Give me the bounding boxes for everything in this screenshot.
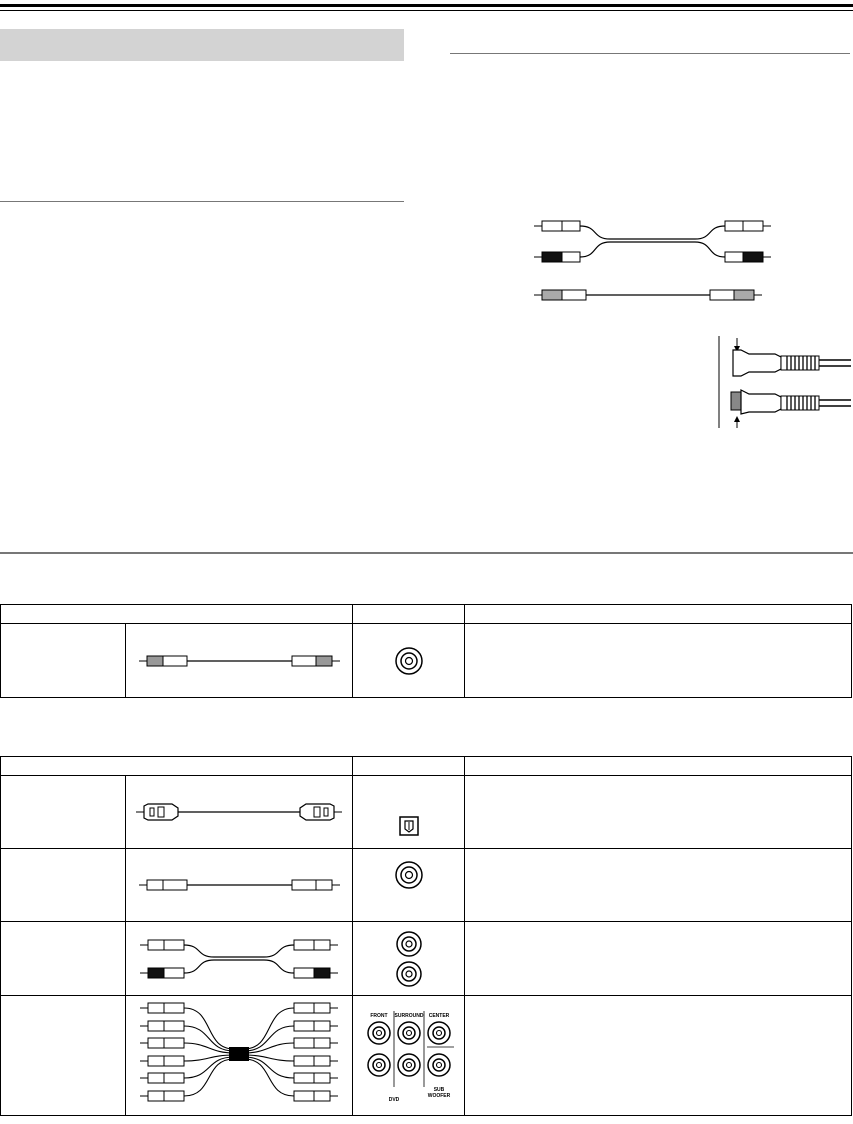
description-cell [465, 624, 852, 698]
jack-label-sub: SUB [433, 1086, 444, 1093]
multichannel-jacks-icon [359, 1003, 459, 1109]
cable-image-cell [126, 624, 353, 698]
table-row [1, 776, 852, 849]
header-cell-jack [353, 605, 465, 624]
optical-jack-icon [394, 787, 424, 837]
header-cell-description [465, 605, 852, 624]
description-cell [465, 849, 852, 922]
analog-connection-table [0, 604, 852, 698]
section-divider-rule [0, 552, 853, 554]
stereo-rca-jacks-icon [394, 929, 424, 989]
cable-image-cell [126, 776, 353, 849]
jack-image-cell [353, 996, 465, 1116]
left-subsection-rule [0, 201, 404, 202]
table-header-row [1, 757, 852, 776]
cable-name-cell [1, 996, 126, 1116]
plug-insertion-illustration [715, 334, 853, 430]
coaxial-cable-white-plugs-icon [137, 878, 342, 892]
jack-image-cell [353, 849, 465, 922]
jack-label-surround: SURROUND [394, 1012, 423, 1019]
description-cell [465, 776, 852, 849]
header-cell-cable [1, 605, 353, 624]
cable-name-cell [1, 849, 126, 922]
table-header-row [1, 605, 852, 624]
jack-label-dvd: DVD [388, 1096, 399, 1103]
table-row [1, 996, 852, 1116]
header-cell-description [465, 757, 852, 776]
cable-image-cell [126, 849, 353, 922]
table-row [1, 624, 852, 698]
coaxial-jack-icon [394, 860, 424, 910]
optical-cable-icon [134, 798, 344, 826]
section-heading-bar [0, 29, 404, 61]
table-row [1, 849, 852, 922]
header-cell-cable [1, 757, 353, 776]
jack-image-cell [353, 624, 465, 698]
coaxial-cable-gray-plugs-icon [137, 654, 342, 668]
top-rule-thick [0, 4, 853, 7]
jack-label-center: CENTER [428, 1012, 449, 1019]
cable-name-cell [1, 922, 126, 996]
cable-image-cell [126, 922, 353, 996]
jack-image-cell [353, 922, 465, 996]
digital-connection-table [0, 756, 852, 1116]
jack-label-woofer: WOOFER [427, 1092, 450, 1099]
multichannel-rca-cable-icon [134, 1000, 344, 1112]
coaxial-cable-icon [534, 290, 762, 300]
description-cell [465, 922, 852, 996]
top-rule-thin [0, 10, 853, 11]
coaxial-jack-icon [394, 646, 424, 676]
right-subsection-rule [450, 53, 850, 54]
jack-image-cell [353, 776, 465, 849]
cable-illustration [530, 215, 775, 310]
cable-name-cell [1, 624, 126, 698]
header-cell-jack [353, 757, 465, 776]
cable-name-cell [1, 776, 126, 849]
stereo-rca-cable-icon [134, 937, 344, 981]
stereo-rca-cable-icon [534, 221, 771, 262]
table-row [1, 922, 852, 996]
description-cell [465, 996, 852, 1116]
jack-label-front: FRONT [369, 1012, 388, 1019]
cable-image-cell [126, 996, 353, 1116]
